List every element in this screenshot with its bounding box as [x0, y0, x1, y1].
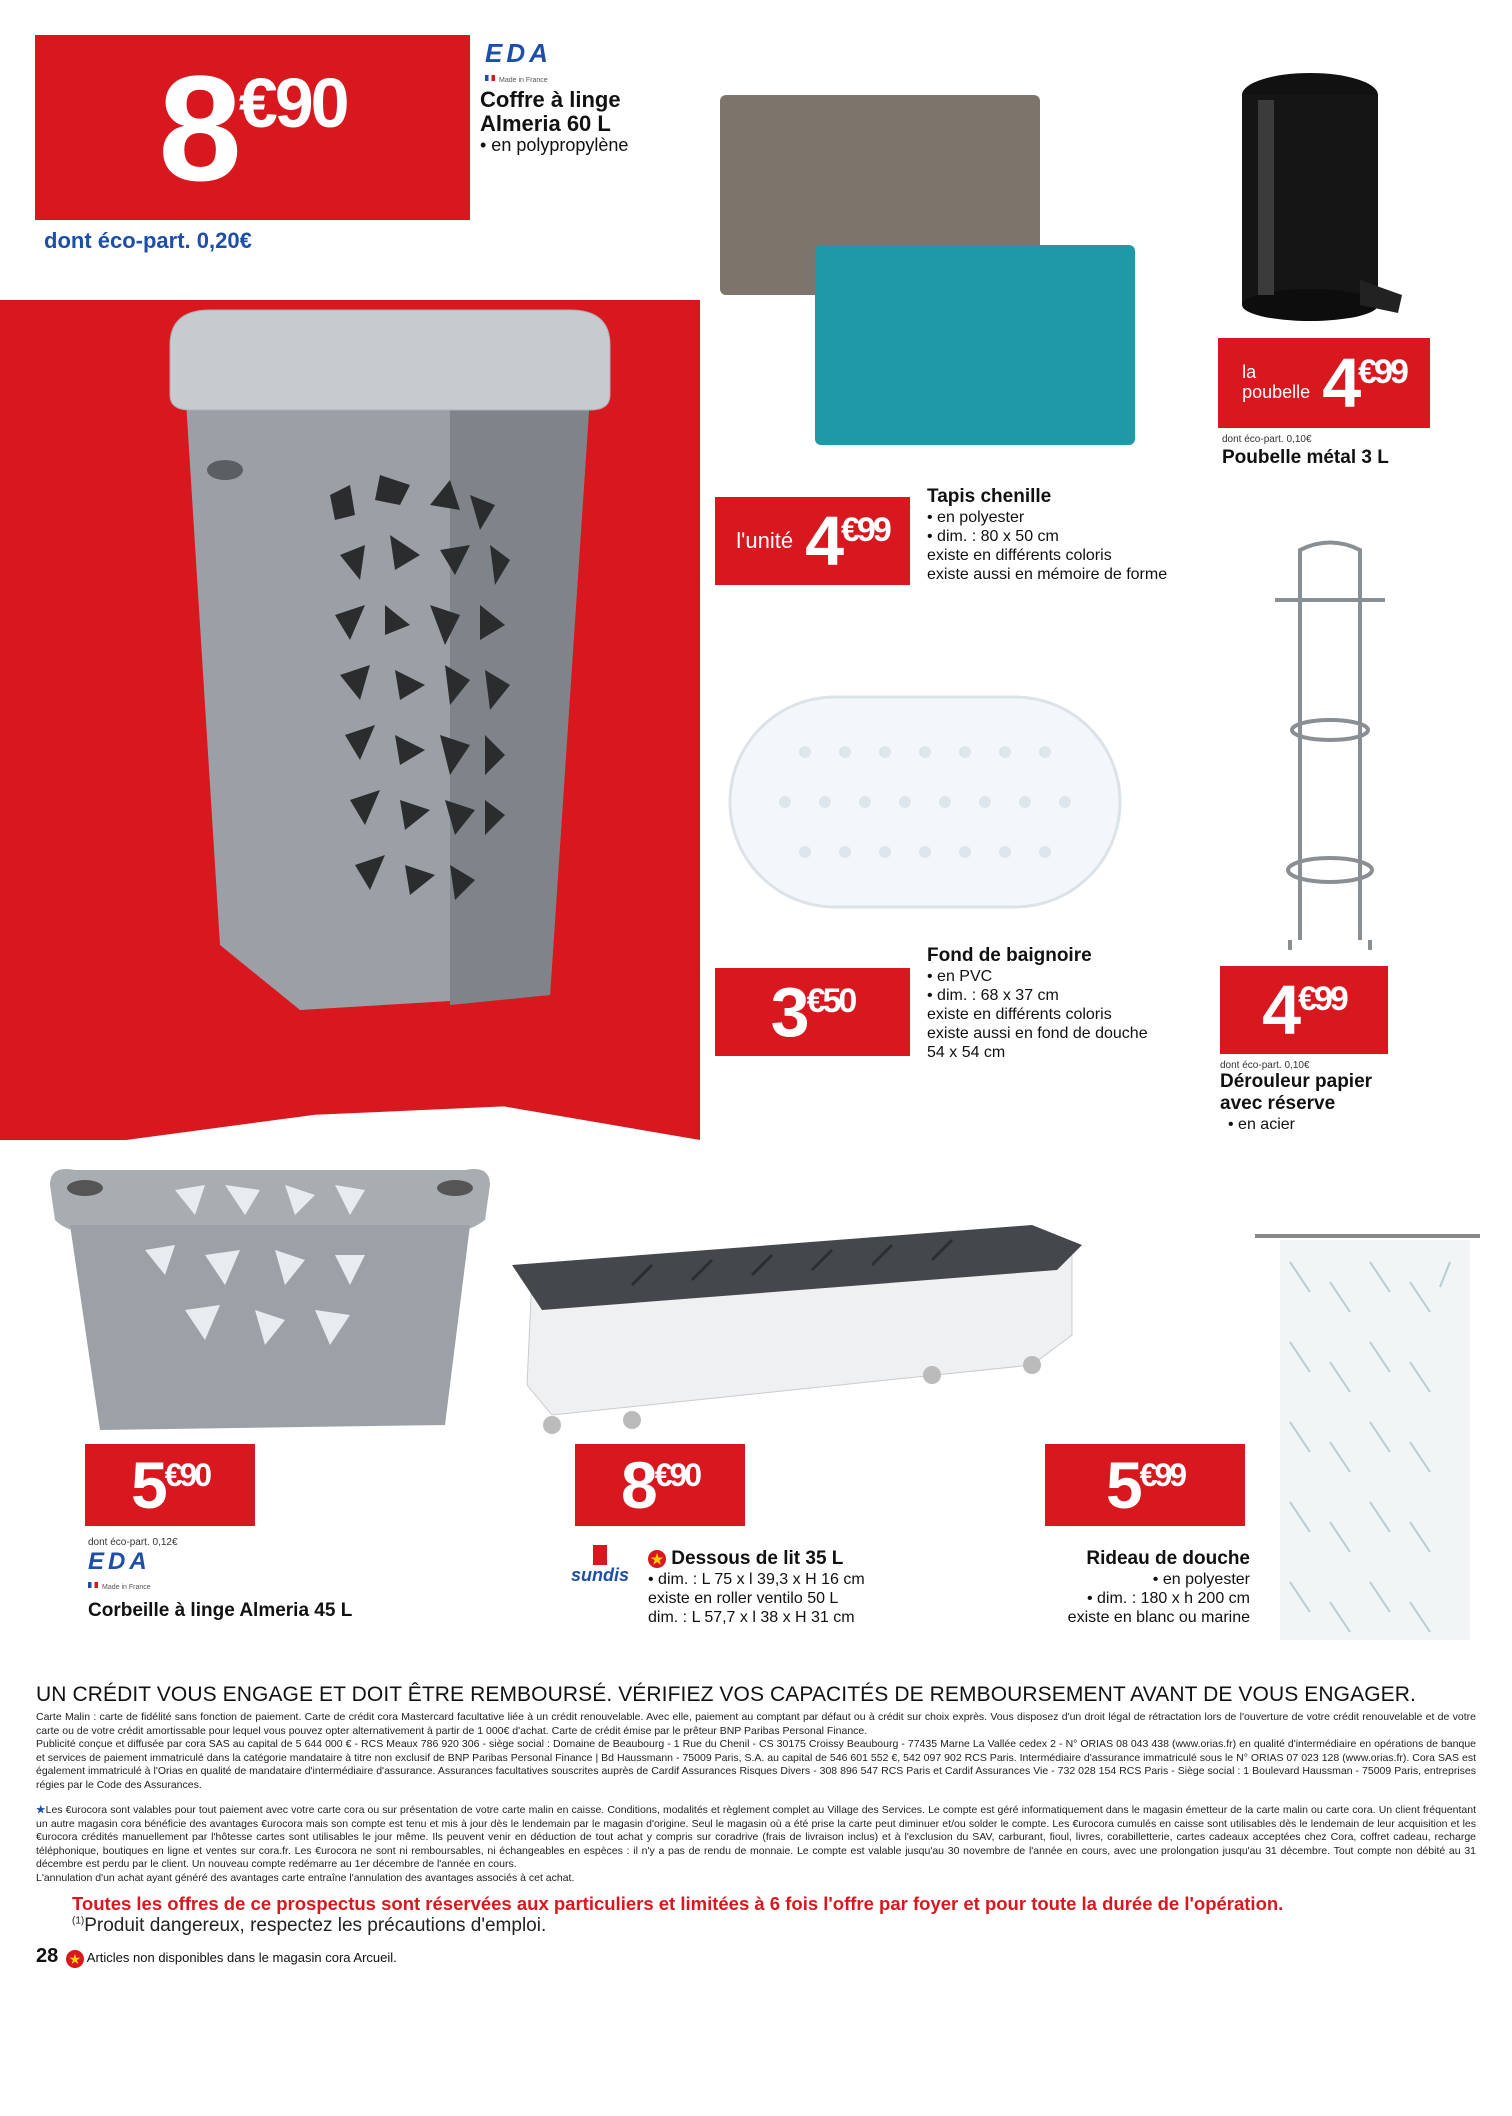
price-integer: 5 — [1105, 1448, 1140, 1522]
price-cents: €90 — [238, 63, 347, 142]
bath-mat-pvc-image — [725, 692, 1125, 912]
star-icon: ★ — [648, 1550, 666, 1568]
poubelle-title: Poubelle métal 3 L — [1222, 447, 1389, 468]
underbed-box-image — [512, 1225, 1082, 1435]
price-prefix — [1242, 363, 1310, 403]
tapis-info — [927, 486, 1167, 584]
dessous-title: Dessous de lit 35 L — [671, 1548, 844, 1569]
derouleur-info — [1220, 1060, 1372, 1134]
hero-price-tag — [35, 35, 470, 220]
eda-logo: EDA — [485, 38, 552, 68]
page-footer — [36, 1945, 1476, 1968]
bath-mat-image — [720, 95, 1140, 455]
price-cents: €90 — [164, 1457, 210, 1493]
fond-detail-1: • en PVC — [927, 968, 993, 985]
price-cents: €99 — [841, 511, 889, 549]
tapis-detail-4: existe aussi en mémoire de forme — [927, 566, 1168, 583]
sundis-brand: sundis — [570, 1565, 629, 1585]
star-icon: ★ — [66, 1950, 84, 1968]
legal-paragraph-4: L'annulation d'un achat ayant généré des avantages carte entraîne l'annulation des avantages associés à cet achat. — [36, 1871, 575, 1884]
trash-bin-image — [1230, 65, 1410, 330]
price-integer: 4 — [805, 502, 841, 580]
tapis-price-tag — [715, 497, 910, 585]
legal-paragraph-1: Carte Malin : carte de fidélité sans fonction de paiement. Carte de crédit cora Mastercard facultative liée à un crédit renouvelable. Avec elle, paiement au comptant par défaut ou à crédit sur choix exprès. Vous disposez d'un droit légal de rétractation lors de l'ouverture de votre crédit renouvelable et de votre carte ou de votre crédit amortissable pour lequel vous pouvez opter alternativement à partir de 1 000€ d'achat. Carte de crédit émise par le prêteur BNP Paribas Personal Finance. — [36, 1711, 1476, 1737]
sundis-logo — [565, 1545, 635, 1586]
price-cents: €99 — [1139, 1457, 1185, 1493]
sundis-logo-mark — [593, 1545, 607, 1565]
corbeille-title: Corbeille à linge Almeria 45 L — [88, 1600, 353, 1621]
legal-paragraph-3: Les €urocora sont valables pour tout paiement avec votre carte cora ou sur présentation de votre carte malin en caisse. Conditions, modalités et règlement complet au Village des Services. Le compte est géré informatiquement dans le magasin émetteur de la carte malin ou carte cora. Un client fréquentant un autre magasin cora bénéficie des avantages €urocora mais son compte est tenu et mis à jour dès le lendemain par le magasin d'origine. Seul le magasin où a été prise la carte peut diminuer et/ou solder le compte. Les €urocora cumulés en caisse sont utilisables dès le lendemain de leur acquisition et les €urocora crédités manuellement par l'hôtesse cartes sont utilisables le jour même. Ils peuvent venir en déduction de tout achat y compris sur coradrive (frais de livraison inclus) et à l'exclusion du SAV, carburant, fioul, livres, corabilletterie, cartes cadeaux acceptées chez Cora, coffret cadeau, recharge téléphonique, boutiques en ligne et ventes sur cora.fr. Les €urocora ne sont ni remboursables, ni échangeables en espèces : il n'y a pas de rendu de monnaie. Le compte est valable jusqu'au 30 novembre de l'année en cours, avec une prolongation jusqu'au 31 décembre. Tout compte non débité au 31 décembre est perdu par le client. Un nouveau compte redémarre au 1er décembre de l'année en cours. — [36, 1804, 1476, 1870]
french-flag-icon — [485, 75, 495, 81]
corbeille-info — [88, 1537, 352, 1622]
hero-title-line2: Almeria 60 L — [480, 111, 611, 136]
price-integer: 4 — [1322, 344, 1359, 422]
fond-price-tag — [715, 968, 910, 1056]
dessous-detail-3: dim. : L 57,7 x l 38 x H 31 cm — [648, 1609, 855, 1626]
price-integer: 5 — [130, 1448, 165, 1522]
hero-title-line1: Coffre à linge — [480, 87, 621, 112]
laundry-basket-image — [45, 1160, 495, 1435]
rideau-info — [1068, 1548, 1250, 1627]
legal-section — [36, 1683, 1476, 1968]
made-in-label: Made in France — [499, 77, 548, 84]
prefix-line-1: la — [1242, 362, 1257, 383]
poubelle-price-tag — [1218, 338, 1430, 428]
dessous-detail-2: existe en roller ventilo 50 L — [648, 1590, 839, 1607]
derouleur-detail: • en acier — [1228, 1116, 1295, 1133]
hero-detail: • en polypropylène — [480, 135, 629, 155]
price-prefix: l'unité — [736, 527, 794, 553]
page-number: 28 — [36, 1945, 59, 1967]
toilet-roll-holder-image — [1265, 540, 1395, 960]
dessous-price-tag — [575, 1444, 745, 1526]
offers-notice: Toutes les offres de ce prospectus sont réservées aux particuliers et limitées à 6 fois l'offre par foyer et pour toute la durée de l'opération. — [72, 1893, 1284, 1914]
tapis-detail-1: • en polyester — [927, 509, 1025, 526]
made-in-label: Made in France — [102, 1584, 151, 1591]
credit-warning-heading: UN CRÉDIT VOUS ENGAGE ET DOIT ÊTRE REMBOURSÉ. VÉRIFIEZ VOS CAPACITÉS DE REMBOURSEMENT AVANT DE VOUS ENGAGER. — [36, 1683, 1416, 1706]
asterisk-icon: ★ — [36, 1804, 46, 1816]
hero-brand-logo — [485, 38, 552, 87]
danger-notice: Produit dangereux, respectez les précautions d'emploi. — [84, 1915, 547, 1936]
legal-paragraph-2: Publicité conçue et diffusée par cora SAS au capital de 5 644 000 € - RCS Meaux 786 920 306 - siège social : Domaine de Beaubourg - 1 Rue du Chenil - CS 30175 Croissy Beaubourg - 77435 Marne La Vallée cedex 2 - N° ORIAS 08 043 438 (www.orias.fr) en qualité d'intermédiaire en opérations de banque et services de paiement immatriculé dans la catégorie mandataire à titre non exclusif de BNP Paribas Personal Finance | Bd Haussmann - 75009 Paris, S.A. au capital de 546 601 552 €, 542 097 902 RCS Paris. Intermédiaire d'assurance immatriculé sous le N° ORIAS 07 023 128 (www.orias.fr). Cora SAS est également immatriculé à l'Orias en qualité de mandataire d'intermédiaire d'assurance. Assurances facultatives souscrites auprès de Cardif Assurances Risques Divers - 308 896 547 RCS Paris et Cardif Assurances Vie - 732 028 154 RCS Paris - Siège social : 1 Boulevard Haussman - 75009 Paris, entreprises régies par le Code des Assurances. — [36, 1738, 1476, 1791]
derouleur-title-1: Dérouleur papier — [1220, 1071, 1373, 1092]
laundry-hamper-image — [150, 305, 620, 1025]
price-integer: 8 — [620, 1448, 655, 1522]
fond-detail-2: • dim. : 68 x 37 cm — [927, 987, 1059, 1004]
danger-notice-block — [36, 1915, 1476, 1937]
fond-detail-5: 54 x 54 cm — [927, 1044, 1006, 1061]
tapis-title: Tapis chenille — [927, 486, 1052, 507]
rideau-detail-3: existe en blanc ou marine — [1067, 1609, 1250, 1626]
dessous-info — [648, 1548, 865, 1627]
rideau-detail-1: • en polyester — [1152, 1571, 1250, 1588]
prefix-line-2: poubelle — [1242, 382, 1311, 402]
tapis-detail-3: existe en différents coloris — [927, 547, 1112, 564]
price-cents: €50 — [806, 982, 855, 1020]
french-flag-icon — [88, 1582, 98, 1588]
tapis-detail-2: • dim. : 80 x 50 cm — [927, 528, 1059, 545]
dessous-detail-1: • dim. : L 75 x l 39,3 x H 16 cm — [648, 1571, 865, 1588]
price-cents: €90 — [654, 1457, 700, 1493]
eda-logo: EDA — [88, 1548, 151, 1575]
shower-curtain-image — [1255, 1232, 1480, 1642]
hero-product-info — [480, 88, 628, 155]
fond-title: Fond de baignoire — [927, 945, 1092, 966]
derouleur-title-2: avec réserve — [1220, 1093, 1336, 1114]
corbeille-eco-part: dont éco-part. 0,12€ — [88, 1537, 178, 1548]
derouleur-eco-part: dont éco-part. 0,10€ — [1220, 1060, 1310, 1071]
fond-detail-3: existe en différents coloris — [927, 1006, 1112, 1023]
rideau-price-tag — [1045, 1444, 1245, 1526]
hero-eco-part: dont éco-part. 0,20€ — [44, 228, 252, 253]
not-available-note: Articles non disponibles dans le magasin cora Arcueil. — [86, 1950, 397, 1965]
price-integer: 4 — [1262, 971, 1299, 1049]
legal-paragraph-3-block — [36, 1804, 1476, 1872]
derouleur-price-tag — [1220, 966, 1388, 1054]
danger-mark: (1) — [72, 1915, 85, 1927]
price-integer: 8 — [158, 43, 239, 212]
corbeille-price-tag — [85, 1444, 255, 1526]
price-cents: €99 — [1298, 980, 1346, 1018]
price-cents: €99 — [1358, 353, 1406, 391]
rideau-detail-2: • dim. : 180 x h 200 cm — [1086, 1590, 1250, 1607]
fond-detail-4: existe aussi en fond de douche — [927, 1025, 1148, 1042]
poubelle-eco-part: dont éco-part. 0,10€ — [1222, 434, 1312, 445]
rideau-title: Rideau de douche — [1086, 1548, 1250, 1569]
fond-info — [927, 945, 1148, 1062]
price-integer: 3 — [770, 973, 807, 1051]
